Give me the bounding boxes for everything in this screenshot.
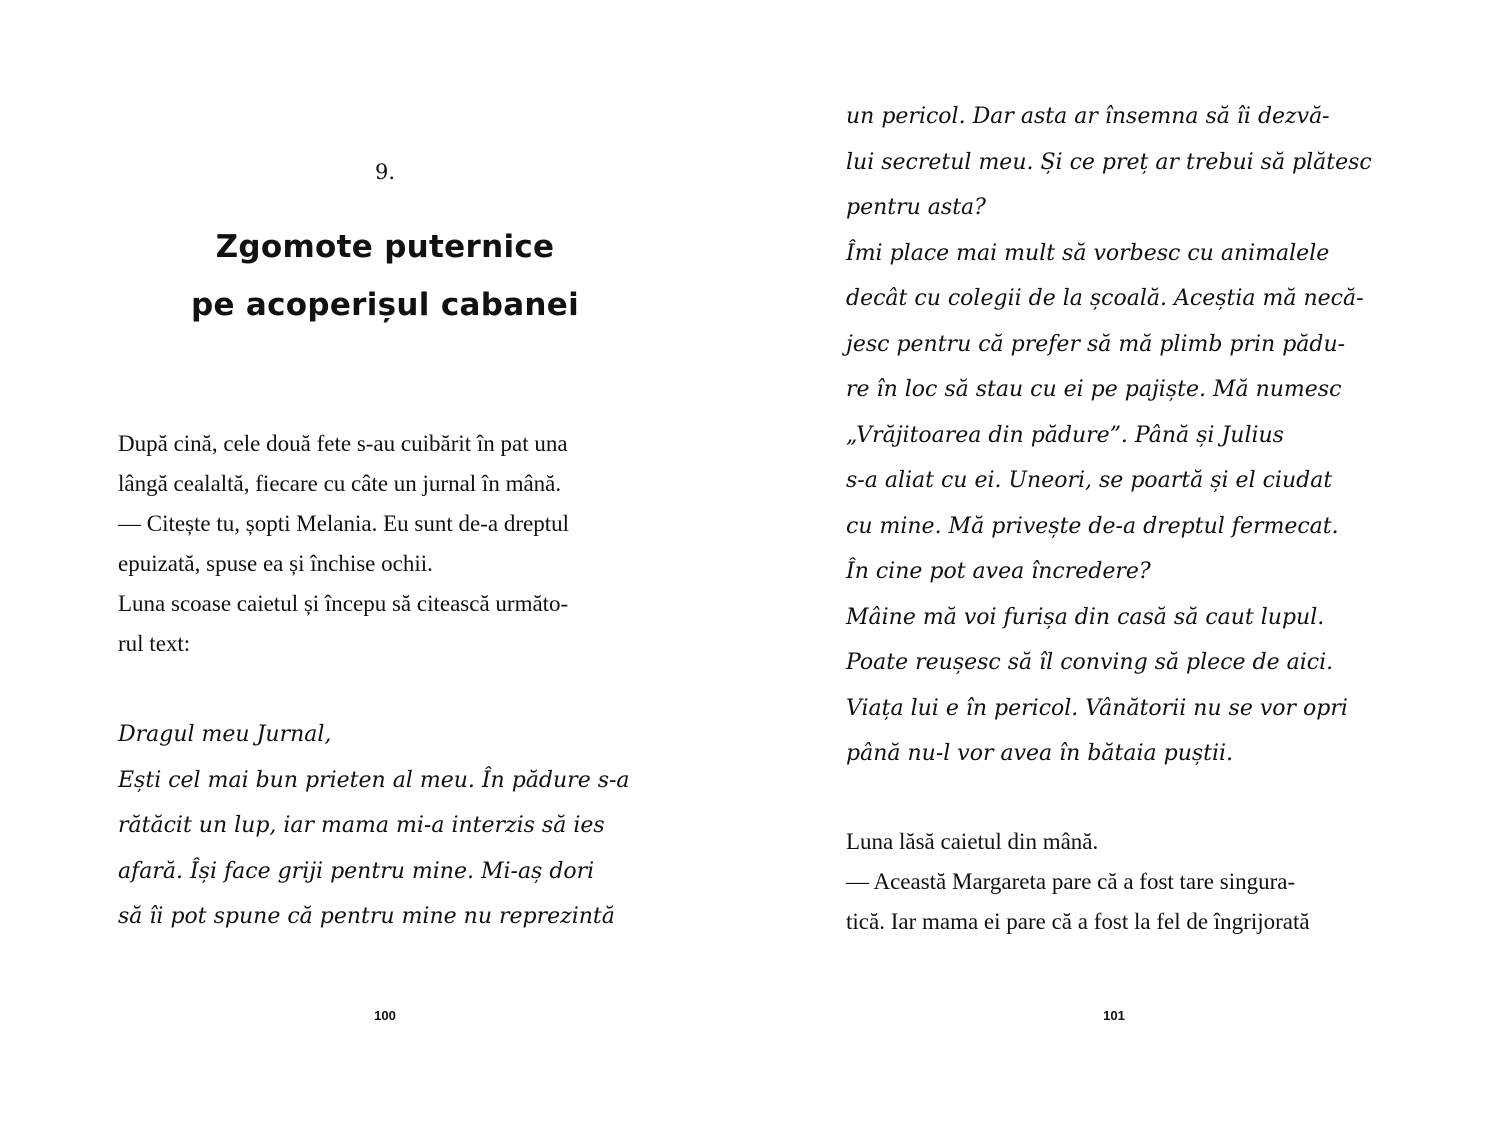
text-line: epuizată, spuse ea și închise ochii. [118,551,433,576]
chapter-title [0,218,770,334]
text-line: — Citește tu, șopti Melania. Eu sunt de-a dreptul [118,511,569,536]
chapter-title-line: Zgomote puternice [215,229,555,265]
handwritten-line: Dragul meu Jurnal, [118,722,332,747]
chapter-title-line: pe acoperișul cabanei [190,287,580,323]
text-line: lângă cealaltă, fiecare cu câte un jurnal în mână. [118,471,562,496]
handwritten-line: Poate reușesc să îl conving să plece de aici. [846,650,1334,675]
handwritten-line: Viața lui e în pericol. Vânătorii nu se vor opri [846,695,1348,721]
handwritten-line: până nu-l vor avea în bătaia puștii. [846,741,1234,766]
page-number-left: 100 [374,1008,396,1023]
right-prose-paragraph [846,822,1310,942]
handwritten-line: Mâine mă voi furișa din casă să caut lupul. [846,604,1325,630]
handwritten-line: pentru asta? [846,195,986,220]
text-line: După cină, cele două fete s-au cuibărit în pat una [118,431,568,456]
handwritten-line: să îi pot spune că pentru mine nu reprezintă [118,904,615,929]
text-line: rul text: [118,631,191,656]
handwritten-line: rătăcit un lup, iar mama mi-a interzis să ies [118,813,605,838]
handwritten-line: s-a aliat cu ei. Uneori, se poartă și el ciudat [846,468,1333,493]
handwritten-line: lui secretul meu. Și ce preț ar trebui să plătesc [846,149,1372,175]
chapter-number: 9. [374,160,396,184]
handwritten-line: În cine pot avea încredere? [846,559,1151,584]
handwritten-line: jesc pentru că prefer să mă plimb prin pădu- [846,331,1346,357]
handwritten-line: „Vrăjitoarea din pădure”. Până și Julius [846,422,1284,448]
left-prose-paragraph [118,424,569,664]
handwritten-line: cu mine. Mă privește de-a dreptul fermecat. [846,513,1339,539]
right-diary-entry [846,94,1372,777]
handwritten-line: re în loc să stau cu ei pe pajiște. Mă numesc [846,377,1342,402]
handwritten-line: Ești cel mai bun prieten al meu. În pădure s-a [118,767,630,793]
left-diary-entry [118,712,630,940]
text-line: — Această Margareta pare că a fost tare singura- [846,869,1296,894]
text-line: Luna scoase caietul și începu să citească următo- [118,591,569,616]
text-line: tică. Iar mama ei pare că a fost la fel de îngrijorată [846,909,1310,934]
text-line: Luna lăsă caietul din mână. [846,829,1099,854]
page-number-right: 101 [1103,1008,1125,1023]
handwritten-line: afară. Își face griji pentru mine. Mi-aș dori [118,858,595,884]
handwritten-line: decât cu colegii de la școală. Aceștia mă necă- [846,286,1364,311]
handwritten-line: Îmi place mai mult să vorbesc cu animalele [846,240,1330,266]
handwritten-line: un pericol. Dar asta ar însemna să îi dezvă- [846,104,1330,129]
